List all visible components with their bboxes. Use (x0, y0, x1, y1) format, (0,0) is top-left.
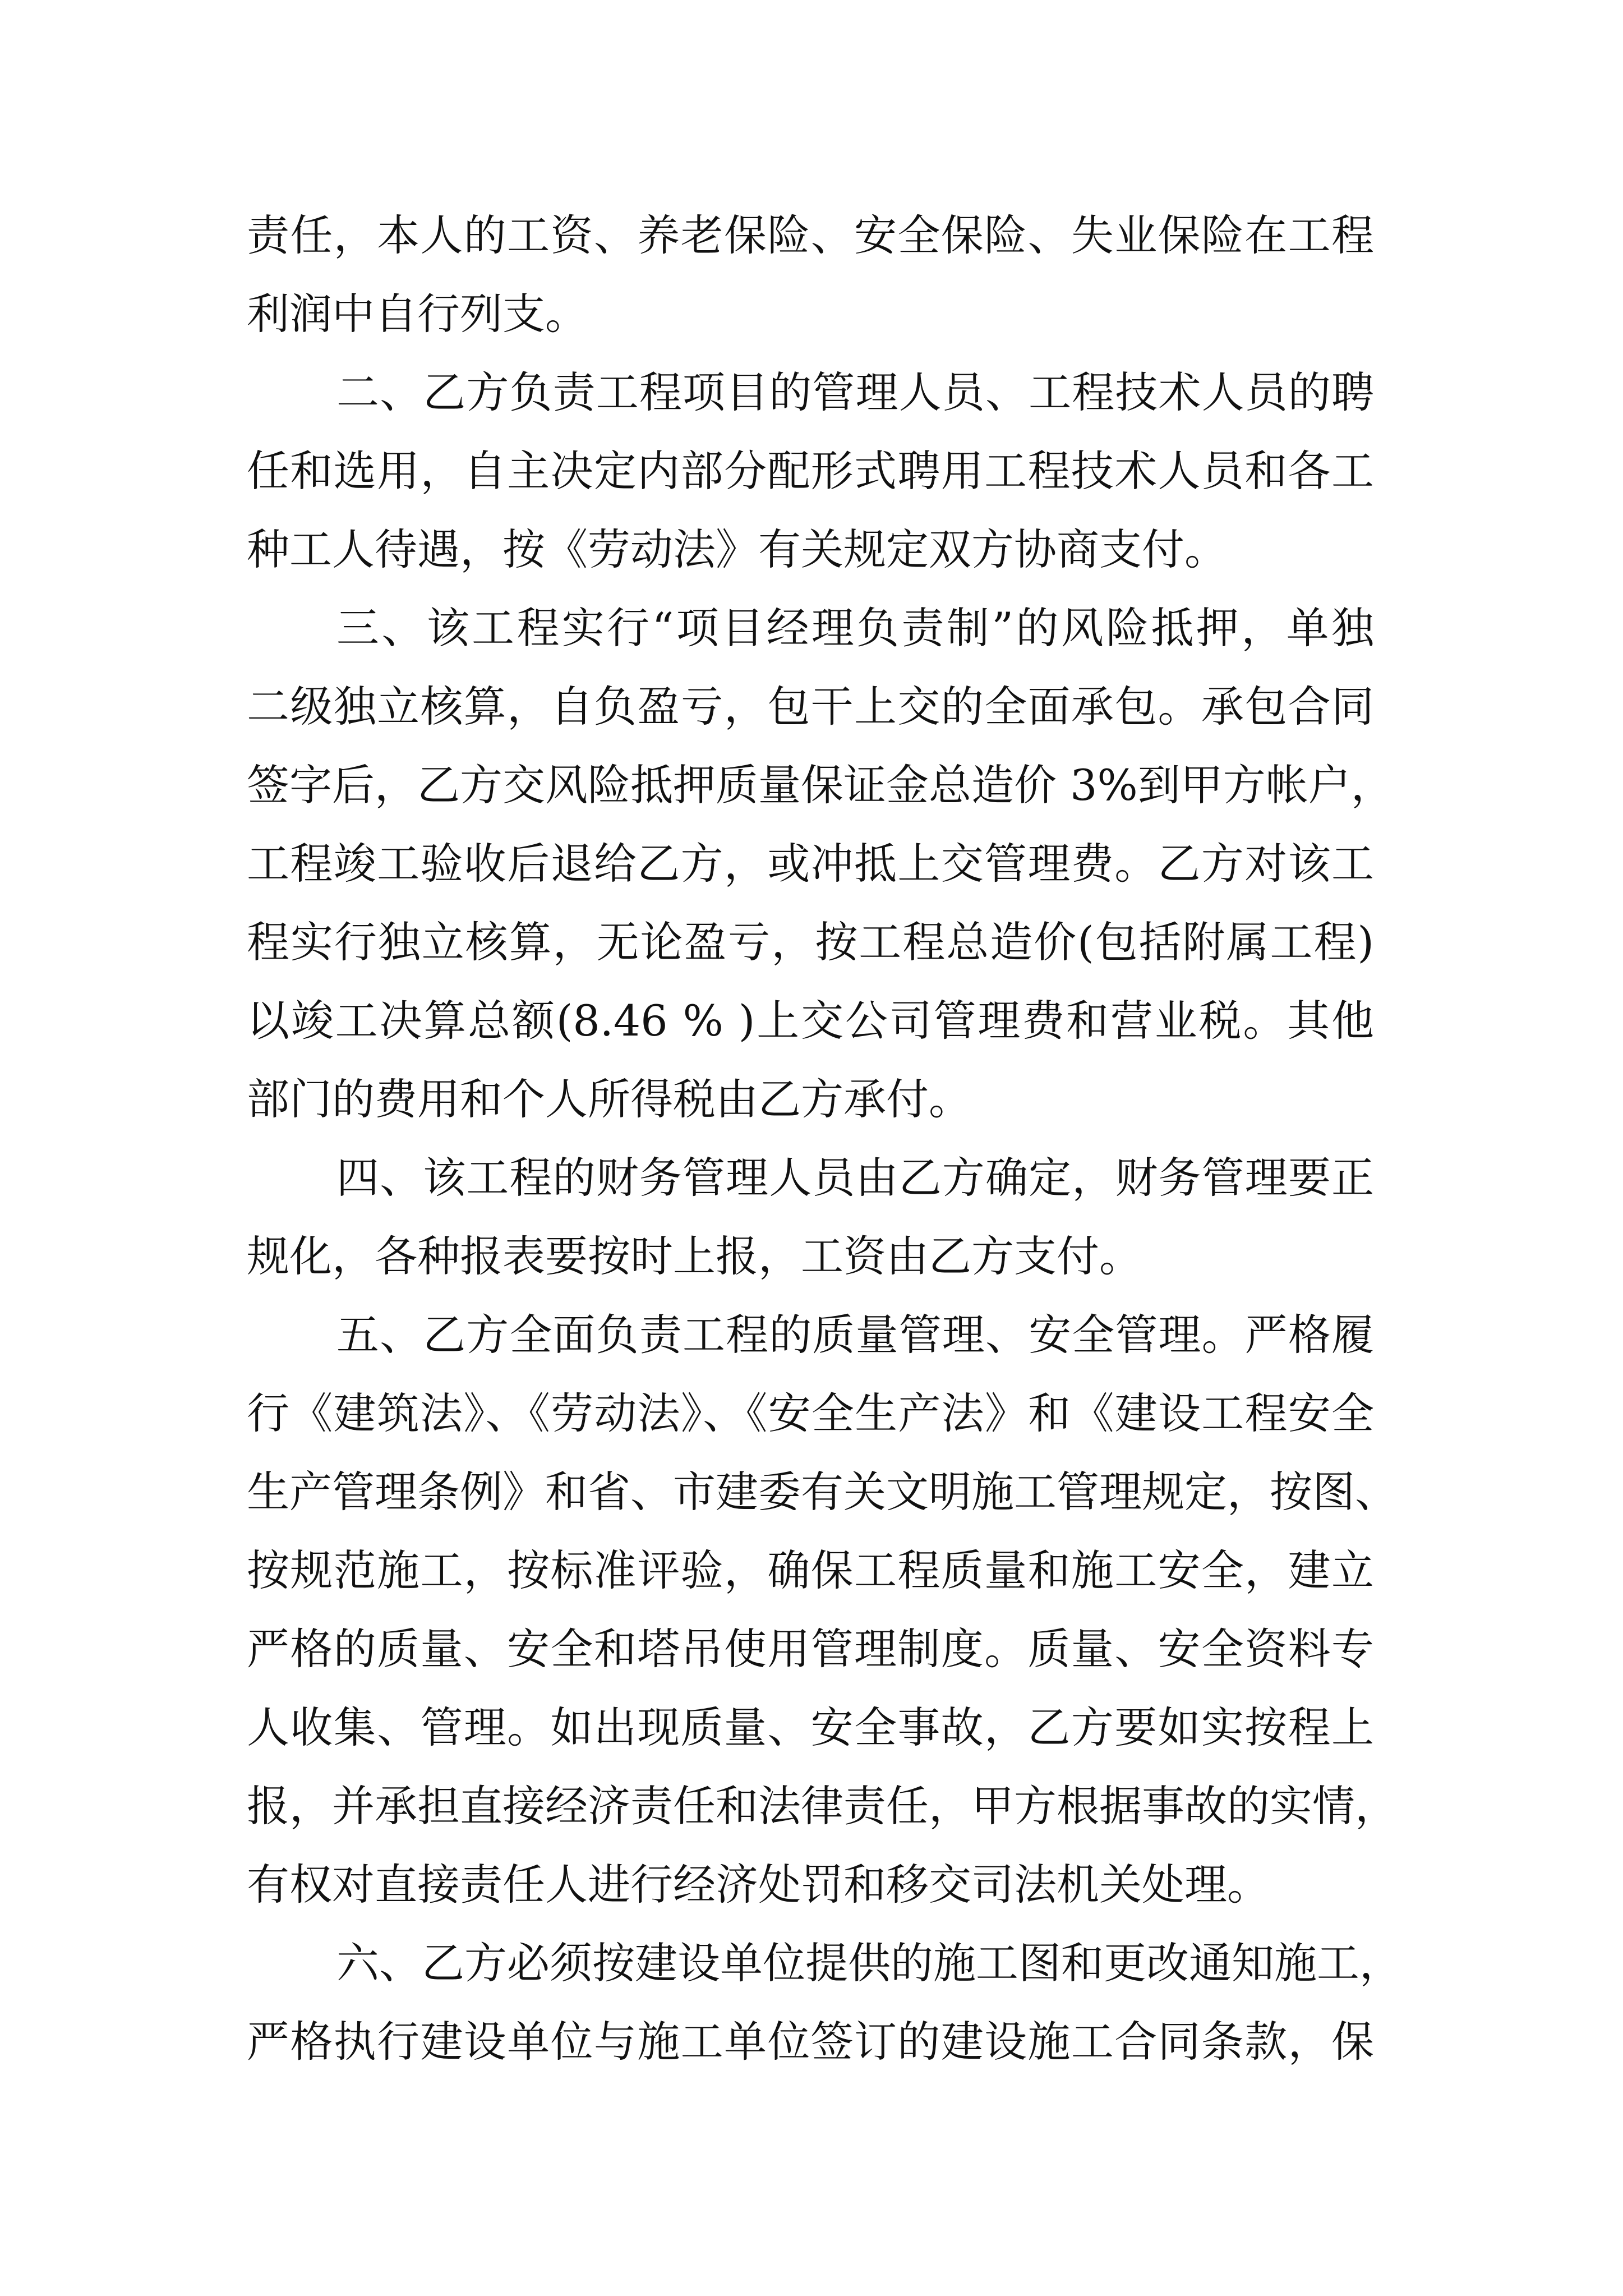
text-line: 部门的费用和个人所得税由乙方承付。 (247, 1074, 971, 1124)
text-line: 种工人待遇，按《劳动法》有关规定双方协商支付。 (247, 524, 1227, 574)
text-line: 规化，各种报表要按时上报，工资由乙方支付。 (247, 1231, 1142, 1281)
text-line: 五、乙方全面负责工程的质量管理、安全管理。严格履 (336, 1310, 1374, 1360)
text-line: 严格执行建设单位与施工单位签订的建设施工合同条款，保 (247, 2017, 1374, 2067)
text-line: 按规范施工，按标准评验，确保工程质量和施工安全，建立 (247, 1545, 1374, 1595)
text-line: 工程竣工验收后退给乙方，或冲抵上交管理费。乙方对该工 (247, 839, 1374, 889)
text-line: 有权对直接责任人进行经济处罚和移交司法机关处理。 (247, 1860, 1270, 1910)
text-line: 二级独立核算，自负盈亏，包干上交的全面承包。承包合同 (247, 682, 1374, 731)
text-line: 生产管理条例》和省、市建委有关文明施工管理规定，按图、 (247, 1467, 1398, 1517)
text-line: 人收集、管理。如出现质量、安全事故，乙方要如实按程上 (247, 1703, 1374, 1752)
text-line: 三、该工程实行“项目经理负责制”的风险抵押，单独 (336, 603, 1374, 653)
text-line: 责任，本人的工资、养老保险、安全保险、失业保险在工程 (247, 210, 1374, 260)
text-line: 利润中自行列支。 (247, 289, 588, 339)
text-line: 程实行独立核算，无论盈亏，按工程总造价(包括附属工程) (247, 917, 1374, 967)
text-line: 以竣工决算总额(8.46 % )上交公司管理费和营业税。其他 (247, 996, 1374, 1046)
text-line: 六、乙方必须按建设单位提供的施工图和更改通知施工， (336, 1938, 1402, 1988)
text-line: 签字后，乙方交风险抵押质量保证金总造价 3%到甲方帐户， (247, 760, 1394, 810)
text-line: 四、该工程的财务管理人员由乙方确定，财务管理要正 (336, 1153, 1374, 1203)
text-line: 任和选用，自主决定内部分配形式聘用工程技术人员和各工 (247, 446, 1374, 496)
text-line: 报，并承担直接经济责任和法律责任，甲方根据事故的实情， (247, 1781, 1398, 1831)
text-line: 严格的质量、安全和塔吊使用管理制度。质量、安全资料专 (247, 1624, 1374, 1674)
text-line: 二、乙方负责工程项目的管理人员、工程技术人员的聘 (336, 367, 1374, 417)
text-line: 行《建筑法》、《劳动法》、《安全生产法》和《建设工程安全 (247, 1388, 1374, 1438)
